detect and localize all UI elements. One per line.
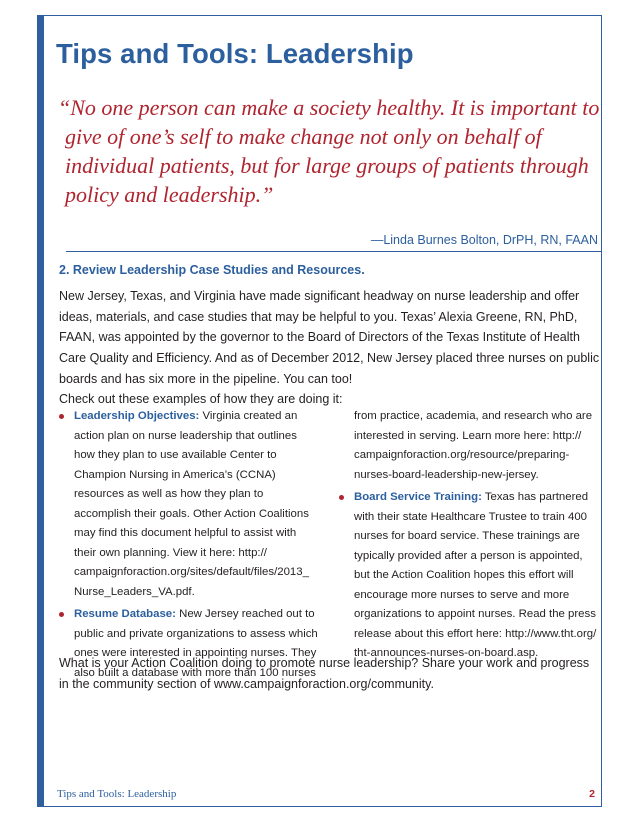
bullet-line: campaignforaction.org/resource/preparing- <box>354 449 570 461</box>
bullet-line: may find this document helpful to assist with <box>74 527 297 539</box>
bullet-line: also built a database with more than 100 nurses <box>74 666 316 679</box>
bullet-line: organizations to appoint nurses. Read the press <box>354 608 596 620</box>
bullet-leadership-objectives <box>57 407 327 602</box>
closing-line: What is your Action Coalition doing to promote nurse leadership? Share your work and progress <box>59 656 590 670</box>
bullet-continuation <box>337 407 603 485</box>
bullet-first-line <box>354 488 603 508</box>
intro-line: ideas, materials, and case studies that may be helpful to you. Texas’ Alexia Greene, RN, PhD, <box>59 309 578 324</box>
bullet-line: from practice, academia, and research who are <box>354 410 593 422</box>
bullet-text: New Jersey reached out to <box>175 608 315 620</box>
bullet-first-line <box>74 605 327 625</box>
bullet-text: Texas has partnered <box>481 491 589 503</box>
examples-lead-text: Check out these examples of how they are doing it: <box>59 392 343 406</box>
quote-line: policy and leadership.” <box>65 182 274 207</box>
bullet-dot-icon <box>59 612 64 617</box>
quote-line: “No one person can make a society healthy. It is important to <box>58 95 600 120</box>
bullet-term: Leadership Objectives: <box>74 410 200 422</box>
footer-label: Tips and Tools: Leadership <box>57 788 177 800</box>
bullet-text: Virginia created an <box>199 410 298 422</box>
bullet-line: Champion Nursing in America’s (CCNA) <box>74 468 276 481</box>
bullet-dot-icon <box>59 414 64 419</box>
bullet-line: with their state Healthcare Trustee to train 400 <box>354 510 587 523</box>
bullet-line: campaignforaction.org/sites/default/files/2013_ <box>74 566 309 578</box>
bullet-line: tht-announces-nurses-on-board.asp. <box>354 647 539 659</box>
intro-line: FAAN, was appointed by the governor to the Board of Directors of the Texas Institute of Health <box>59 330 580 345</box>
bullet-line: Nurse_Leaders_VA.pdf. <box>74 585 195 598</box>
bullet-line: accomplish their goals. Other Action Coalitions <box>74 507 309 520</box>
bullet-first-line <box>74 407 327 427</box>
intro-line: New Jersey, Texas, and Virginia have made significant headway on nurse leadership and offer <box>59 289 580 303</box>
intro-paragraph <box>59 286 599 390</box>
bullet-line: action plan on nurse leadership that outlines <box>74 429 297 442</box>
right-column <box>337 407 603 664</box>
section-heading: 2. Review Leadership Case Studies and Resources. <box>59 263 365 277</box>
closing-line: in the community section of www.campaignforaction.org/community. <box>59 676 434 691</box>
bullet-dot-icon <box>339 495 344 500</box>
bullet-line: resources as well as how they plan to <box>74 488 264 500</box>
quote-attribution: —Linda Burnes Bolton, DrPH, RN, FAAN <box>370 233 598 247</box>
bullet-line: how they plan to use available Center to <box>74 449 277 461</box>
page-number: 2 <box>589 788 595 800</box>
bullet-line: encourage more nurses to serve and more <box>354 588 570 601</box>
bullet-term: Resume Database: <box>74 608 176 620</box>
intro-line: Care Quality and Efficiency. And as of December 2012, New Jersey placed three nurses on public <box>59 351 600 366</box>
quote-line: individual patients, but for large groups of patients through <box>65 153 589 178</box>
bullet-line: public and private organizations to assess which <box>74 627 318 640</box>
bullet-line: typically provided after a person is appointed, <box>354 549 583 562</box>
bullet-term: Board Service Training: <box>354 491 482 503</box>
bullet-line: interested in serving. Learn more here: http:// <box>354 429 582 442</box>
bullet-line: release about this effort here: http://www.tht.org/ <box>354 627 597 640</box>
bullet-board-service-training <box>337 488 603 664</box>
divider <box>66 251 601 252</box>
page-title: Tips and Tools: Leadership <box>56 38 414 69</box>
intro-line: boards and has six more in the pipeline. You can too! <box>59 371 353 386</box>
closing-paragraph <box>59 653 599 694</box>
bullet-line: ones were interested in appointing nurses. They <box>74 647 317 659</box>
quote-line: give of one’s self to make change not only on behalf of <box>65 124 542 149</box>
bullet-line: nurses-board-leadership-new-jersey. <box>354 468 539 481</box>
bullet-line: nurses for board service. These trainings are <box>354 530 580 542</box>
pull-quote <box>58 93 598 209</box>
bullet-line: their own planning. View it here: http:// <box>74 546 267 559</box>
left-column <box>57 407 327 683</box>
bullet-line: but the Action Coalition hopes this effort will <box>354 569 574 581</box>
